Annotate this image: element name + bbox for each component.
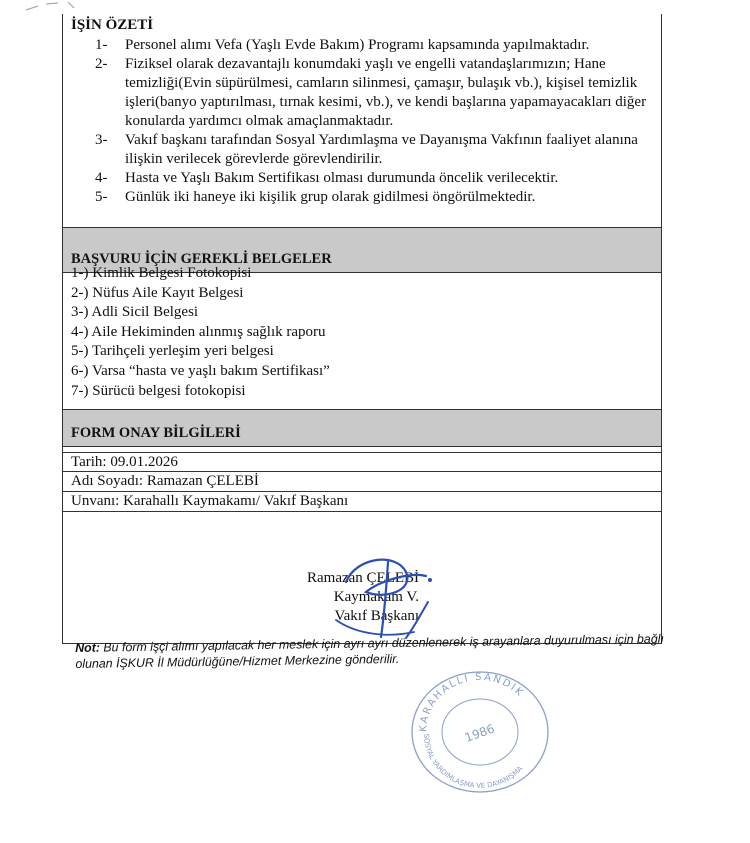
signer-institution: Vakıf Başkanı [334, 608, 420, 624]
summary-item: 3- Vakıf başkanı tarafından Sosyal Yardımlaşma ve Dayanışma Vakfının faaliyet alanına ilişkin verilecek görevlerde görevlendirilir. [95, 132, 638, 167]
approval-name: Adı Soyadı: Ramazan ÇELEBİ [71, 473, 259, 489]
document-item: 1-) Kimlik Belgesi Fotokopisi [71, 265, 252, 281]
foundation-seal-stamp [404, 664, 554, 794]
approval-title-row [63, 492, 661, 512]
svg-text:SOSYAL YARDIMLAŞMA VE DAYANIŞM: SOSYAL YARDIMLAŞMA VE DAYANIŞMA [421, 733, 525, 791]
approval-name-row [63, 472, 661, 492]
signer-role: Kaymakam V. [333, 589, 420, 605]
svg-text:1986: 1986 [462, 721, 497, 745]
document-item: 5-) Tarihçeli yerleşim yeri belgesi [71, 343, 274, 360]
job-summary-list [95, 36, 658, 207]
summary-item: 1- Personel alımı Vefa (Yaşlı Evde Bakım) Programı kapsamında yapılmaktadır. [95, 37, 590, 53]
job-summary-section [63, 14, 661, 227]
approval-section-header [63, 409, 661, 447]
approval-title: Unvanı: Karahallı Kaymakamı/ Vakıf Başkanı [71, 493, 349, 509]
svg-text:KARAHALLI SANDIK: KARAHALLI SANDIK [417, 671, 526, 733]
approval-date-row [63, 452, 661, 472]
approval-section-title: FORM ONAY BİLGİLERİ [71, 425, 241, 441]
signer-name: Ramazan ÇELEBİ [307, 570, 420, 586]
summary-item: 5- Günlük iki haneye iki kişilik grup olarak gidilmesi öngörülmektedir. [95, 189, 536, 205]
required-documents-list [71, 264, 330, 401]
note-text: Bu form işçi alımı yapılacak her meslek için ayrı ayrı düzenlenerek iş arayanlara duyurulması için bağlı olunan İŞKUR İl Müdürlüğüne/Hizmet Merkezine gönderilir. [75, 631, 664, 671]
document-item: 4-) Aile Hekiminden alınmış sağlık raporu [71, 323, 326, 340]
summary-item: 2- Fiziksel olarak dezavantajlı konumdaki yaşlı ve engelli vatandaşlarımızın; Hane temizliği(Evin süpürülmesi, camların silinmesi, çamaşır, bulaşık vb.), kişisel temizlik işleri(banyo yaptırılması, tırnak kesimi, vb.), ve kendi başlarına yapamayacakları diğer konularda yardımcı olmak amaçlanmaktadır. [95, 56, 647, 129]
document-item: 3-) Adli Sicil Belgesi [71, 304, 199, 321]
form-document [62, 14, 662, 644]
job-summary-title: İŞİN ÖZETİ [71, 17, 154, 33]
document-item: 2-) Nüfus Aile Kayıt Belgesi [71, 284, 244, 301]
summary-item: 4- Hasta ve Yaşlı Bakım Sertifikası olması durumunda öncelik verilecektir. [95, 170, 559, 186]
document-item: 7-) Sürücü belgesi fotokopisi [71, 382, 246, 399]
approval-date: Tarih: 09.01.2026 [71, 454, 178, 470]
document-item: 6-) Varsa “hasta ve yaşlı bakım Sertifikası” [71, 362, 330, 379]
note-label: Not: [75, 640, 101, 655]
documents-section-title: BAŞVURU İÇİN GEREKLİ BELGELER [71, 251, 332, 267]
handwritten-signature [326, 542, 436, 642]
